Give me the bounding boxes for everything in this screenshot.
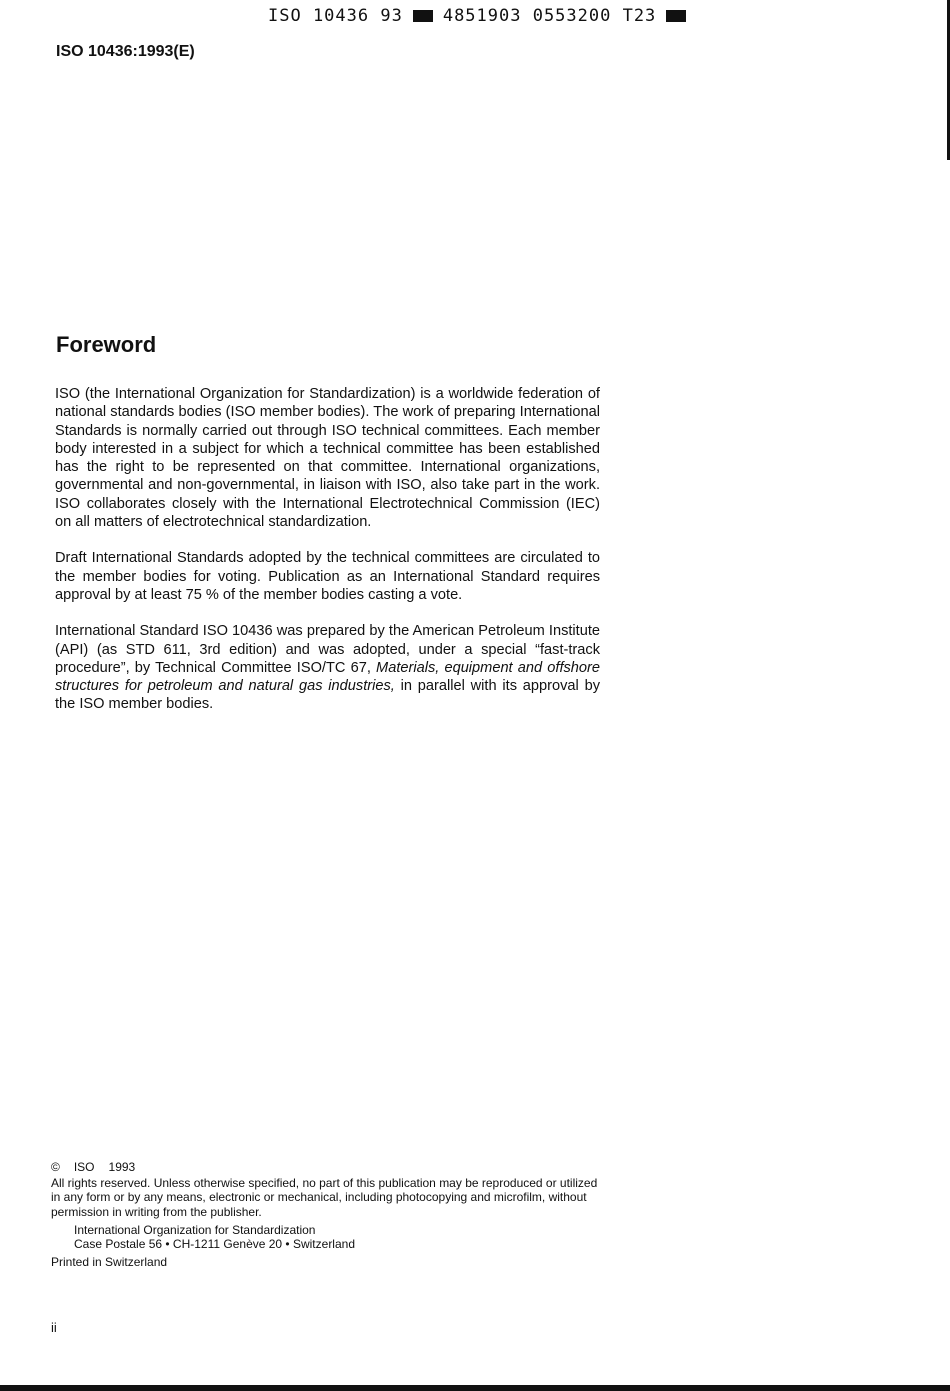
paragraph-3 [55, 622, 600, 713]
document-id: ISO 10436:1993(E) [56, 43, 195, 60]
copyright-year: 1993 [108, 1160, 136, 1174]
copyright-icon: © [51, 1160, 60, 1174]
page-title: Foreword [56, 332, 157, 357]
scan-code-part1: ISO 10436 93 [268, 6, 403, 26]
page-number: ii [51, 1320, 57, 1335]
scan-bottom-bar [0, 1385, 950, 1391]
scan-code-part2: 4851903 0553200 T23 [442, 6, 657, 26]
publisher-address: Case Postale 56 • CH-1211 Genève 20 • Switzerland [74, 1237, 355, 1252]
black-block-icon [413, 10, 433, 22]
paragraph-2: Draft International Standards adopted by the technical committees are circulated to the member bodies for voting. Publication as an International Standard requires approval by at least 75 % of the member bodies casting a vote. [55, 550, 600, 603]
printed-in: Printed in Switzerland [51, 1255, 168, 1270]
scan-code-header [268, 6, 686, 26]
copyright-line [51, 1160, 601, 1174]
paragraph-1: ISO (the International Organization for Standardization) is a worldwide federation of national standards bodies (ISO member bodies). The work of preparing International Standards is normally carried out through ISO technical committees. Each member body interested in a subject for which a technical committee has been established has the right to be represented on that committee. International organizations, governmental and non-governmental, in liaison with ISO, also take part in the work. ISO collaborates closely with the International Electrotechnical Commission (IEC) on all matters of electrotechnical standardization. [55, 386, 600, 531]
publisher-name: International Organization for Standardization [74, 1222, 316, 1237]
paragraph-3-start: International Standard ISO 10436 was prepared by the American Petroleum Institute (API) (as STD 611, 3rd edition) and was adopted, under a special “fast-track procedure”, by Technical Committee ISO/TC 67, [55, 623, 600, 676]
publisher-block [74, 1223, 601, 1251]
black-block-icon [666, 10, 686, 22]
foreword-body [55, 385, 600, 732]
copyright-footer [51, 1160, 601, 1269]
paragraph-3-committee-title: Materials, equipment and offshore structures for petroleum and natural gas industries, [55, 659, 601, 695]
paragraph-3-end: in parallel with its approval by the ISO member bodies. [55, 678, 600, 713]
rights-statement: All rights reserved. Unless otherwise specified, no part of this publication may be reproduced or utilized in any form or by any means, electronic or mechanical, including photocopying and microfilm, without permission in writing from the publisher. [51, 1176, 598, 1219]
copyright-org: ISO [73, 1160, 95, 1174]
